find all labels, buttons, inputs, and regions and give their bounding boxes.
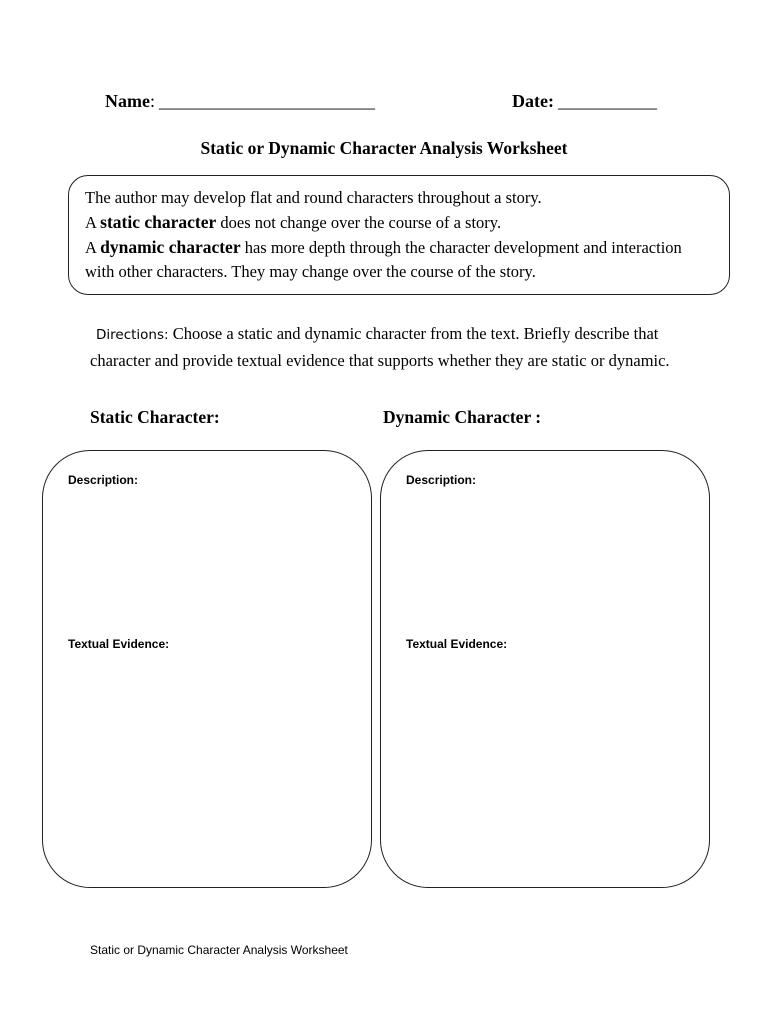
static-definition-prefix: A: [85, 213, 101, 232]
dynamic-evidence-label: Textual Evidence:: [406, 637, 508, 651]
page-footer: Static or Dynamic Character Analysis Worksheet: [90, 943, 348, 957]
date-label: Date:: [512, 91, 554, 111]
dynamic-term: dynamic character: [100, 237, 241, 257]
definition-box: [68, 175, 730, 295]
directions-text: Choose a static and dynamic character from the text. Briefly describe that character and provide textual evidence that supports whether they are static or dynamic.: [90, 324, 670, 370]
static-character-card[interactable]: [42, 450, 372, 888]
dynamic-description-label: Description:: [406, 473, 477, 487]
directions-label: Directions:: [96, 327, 169, 343]
static-definition: [85, 210, 713, 235]
definition-intro: The author may develop flat and round characters throughout a story.: [85, 188, 542, 207]
date-blank-line[interactable]: ___________: [557, 91, 657, 111]
worksheet-title: Static or Dynamic Character Analysis Worksheet: [200, 138, 568, 158]
static-definition-rest: does not change over the course of a story.: [216, 213, 502, 232]
dynamic-character-card[interactable]: [380, 450, 710, 888]
dynamic-definition-rest: has more depth through the character development and interaction with other characters. They may change over the course of the story.: [85, 238, 682, 281]
static-evidence-label: Textual Evidence:: [68, 637, 170, 651]
static-character-heading: Static Character:: [90, 407, 220, 427]
name-label: Name: [105, 91, 150, 111]
directions: [90, 321, 690, 373]
name-separator: :: [149, 91, 155, 111]
dynamic-definition: [85, 235, 713, 284]
name-blank-line[interactable]: ________________________: [159, 91, 375, 111]
static-description-label: Description:: [68, 473, 139, 487]
dynamic-definition-prefix: A: [85, 238, 101, 257]
dynamic-character-heading: Dynamic Character :: [383, 407, 542, 427]
date-field[interactable]: [512, 91, 657, 112]
static-term: static character: [100, 212, 217, 232]
name-field[interactable]: [105, 91, 375, 112]
